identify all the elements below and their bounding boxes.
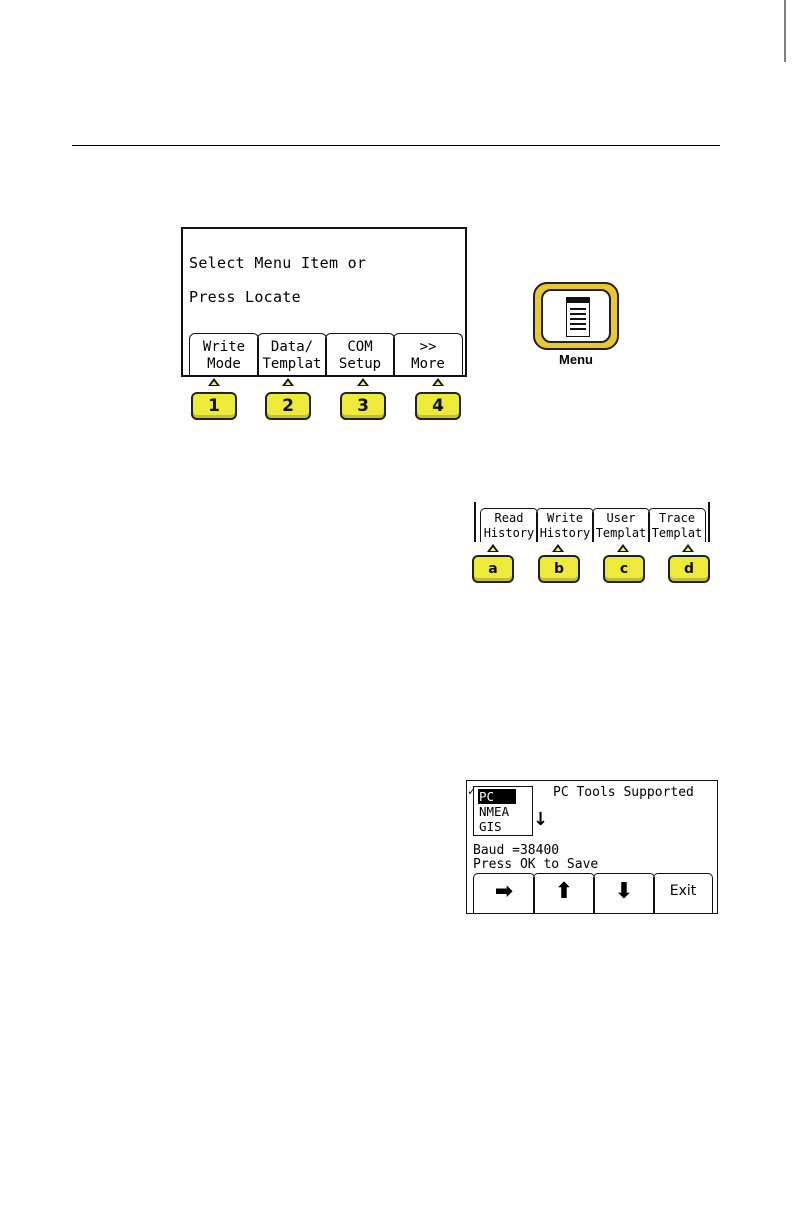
softkey-arrow-down[interactable] [593,873,655,913]
softkey-write-history[interactable] [536,508,594,542]
button-4[interactable]: 4 [415,392,461,420]
option-gis[interactable]: GIS [479,819,502,834]
menu-key-button[interactable] [533,282,619,350]
softkey-label-line1: User [606,511,636,525]
com-screen-title: PC Tools Supported [553,785,694,800]
option-nmea[interactable]: NMEA [479,804,510,819]
arrow-right-icon: ➡ [494,879,514,904]
softkey-trace-template[interactable] [648,508,706,542]
lcd-message-line-1: Select Menu Item or [189,254,367,272]
com-setup-screen [466,780,718,914]
button-a[interactable]: a [472,555,514,583]
softkey-label-line1: Data/ [270,339,314,355]
softkey-label-line1: >> [419,339,437,355]
menu-key-label: Menu [559,352,593,367]
baud-rate-text: Baud =38400 [473,843,560,858]
button-pointer-icon [432,378,444,386]
button-1[interactable]: 1 [191,392,237,420]
softkey-label-line1: Trace [658,511,696,525]
button-b[interactable]: b [538,555,580,583]
com-softkey-row [473,873,713,913]
menu-key-face [541,289,611,343]
option-pc[interactable]: PC [478,789,516,804]
softkey-label-line2: Templat [262,356,322,372]
crop-mark-line [757,0,792,62]
softkey-label-line1: Write [202,339,246,355]
softkey-label-line1: Write [546,511,584,525]
softkey-arrow-right[interactable] [473,873,535,913]
softkey-label-line2: Templat [651,526,703,540]
softkey-com-setup[interactable] [325,333,395,376]
softkey-label-line1: Read [494,511,524,525]
softkey-label-line1: COM [347,339,373,355]
softkey-arrow-up[interactable] [533,873,595,913]
header-rule [72,145,720,146]
softkey-label-line2: More [411,356,445,372]
button-c[interactable]: c [603,555,645,583]
arrow-down-icon: ⬇ [614,879,634,904]
main-softkey-row [189,333,463,376]
button-3[interactable]: 3 [340,392,386,420]
check-icon: ✓ [468,784,476,798]
softkey-write-mode[interactable] [189,333,259,376]
more-softkey-panel [474,502,710,542]
softkey-exit[interactable] [653,873,713,913]
softkey-label-line2: Setup [338,356,382,372]
save-hint-text: Press OK to Save [473,857,599,872]
button-2[interactable]: 2 [265,392,311,420]
scroll-down-icon: ↓ [533,809,549,830]
softkey-label-line2: Templat [595,526,647,540]
button-pointer-icon [208,378,220,386]
softkey-label-line2: Mode [207,356,241,372]
button-pointer-icon [552,544,564,552]
softkey-label-line2: History [539,526,591,540]
lcd-message-line-2: Press Locate [189,288,301,306]
button-pointer-icon [357,378,369,386]
main-lcd-screen [181,227,467,377]
arrow-up-icon: ⬆ [554,879,574,904]
button-pointer-icon [682,544,694,552]
softkey-user-template[interactable] [592,508,650,542]
button-pointer-icon [487,544,499,552]
button-pointer-icon [617,544,629,552]
exit-label: Exit [669,883,697,899]
button-pointer-icon [282,378,294,386]
softkey-label-line2: History [483,526,535,540]
softkey-data-template[interactable] [257,333,327,376]
menu-list-icon [566,297,590,337]
softkey-more[interactable] [393,333,463,376]
button-d[interactable]: d [668,555,710,583]
softkey-read-history[interactable] [480,508,538,542]
